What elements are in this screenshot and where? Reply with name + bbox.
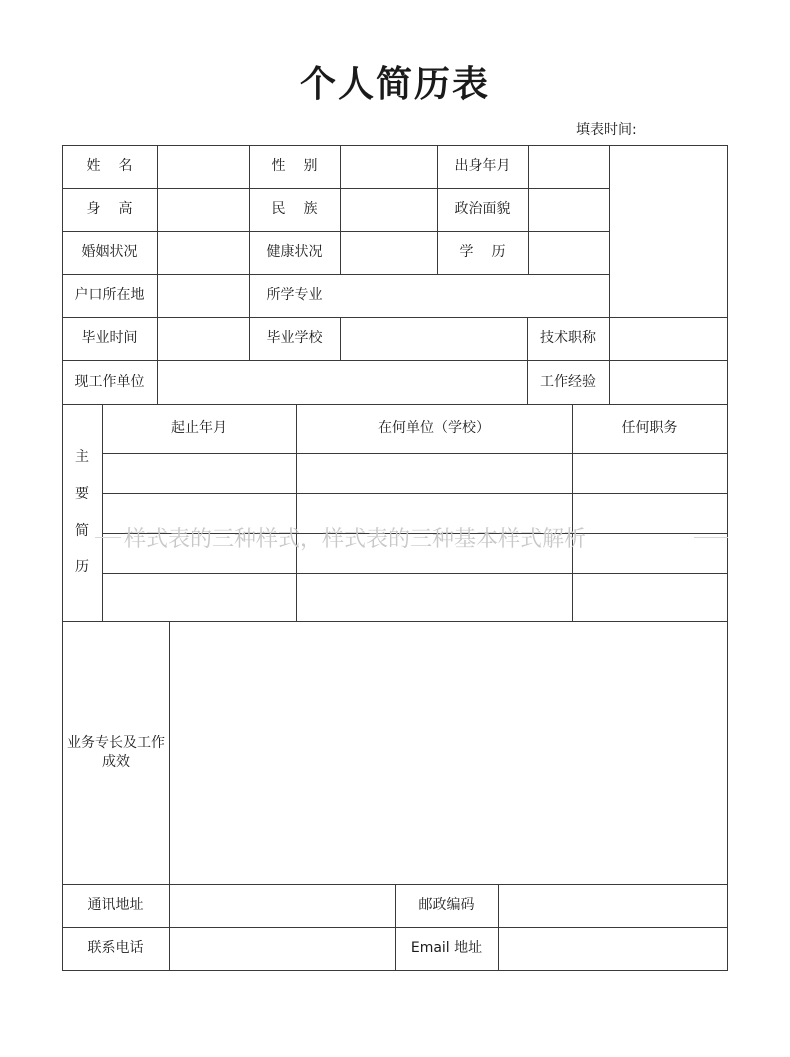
grid-line [102,493,728,494]
label-phone: 联系电话 [87,940,144,957]
label-resume-section [62,404,102,621]
expertise-textarea[interactable] [170,622,727,884]
tech-title-input[interactable] [610,318,727,360]
label-postcode: 邮政编码 [418,897,475,914]
label-health: 健康状况 [266,244,323,261]
grid-line [102,453,728,454]
education-input[interactable] [529,232,609,274]
resume-char: 要 [75,485,89,502]
health-input[interactable] [341,232,437,274]
watermark [0,518,790,558]
email-input[interactable] [499,928,727,970]
marital-input[interactable] [158,232,249,274]
label-address: 通讯地址 [87,897,144,914]
resume-char: 简 [75,522,89,539]
grad-school-input[interactable] [341,318,527,360]
birth-input[interactable] [529,146,609,188]
grid-line [102,573,728,574]
grad-time-input[interactable] [158,318,249,360]
label-expertise: 业务专长及工作成效 [67,734,165,770]
label-gender: 性别 [271,158,336,175]
politics-input[interactable] [529,189,609,231]
label-marital: 婚姻状况 [81,244,138,261]
label-ethnicity: 民族 [271,201,336,218]
height-input[interactable] [158,189,249,231]
work-experience-input[interactable] [610,361,727,404]
label-tech-title: 技术职称 [540,330,596,347]
address-input[interactable] [170,885,395,927]
label-current-employer: 现工作单位 [74,373,145,390]
postcode-input[interactable] [499,885,727,927]
photo-area[interactable] [610,146,727,317]
page-title: 个人简历表 [299,64,490,105]
current-employer-input[interactable] [158,361,527,404]
label-grad-school: 毕业学校 [266,330,323,347]
gender-input[interactable] [341,146,437,188]
header-position: 任何职务 [621,420,678,437]
label-birth: 出身年月 [454,158,511,175]
grid-line [727,145,728,971]
watermark-line [95,537,121,538]
label-major: 所学专业 [266,287,323,304]
label-work-experience: 工作经验 [540,373,596,390]
label-grad-time: 毕业时间 [81,330,138,347]
label-name: 姓名 [86,158,151,175]
label-hukou: 户口所在地 [74,287,145,304]
watermark-text: 样式表的三种样式，样式表的三种基本样式解析 [124,527,587,552]
hukou-input[interactable] [158,275,249,317]
phone-input[interactable] [170,928,395,970]
label-politics: 政治面貌 [454,201,511,218]
major-input[interactable] [341,275,609,317]
fill-time-label: 填表时间: [576,122,637,138]
name-input[interactable] [158,146,249,188]
resume-char: 历 [75,559,89,576]
ethnicity-input[interactable] [341,189,437,231]
label-height: 身高 [86,201,151,218]
watermark-line [694,537,728,538]
header-period: 起止年月 [171,420,227,437]
label-email: Email 地址 [410,940,483,957]
label-education: 学历 [459,244,524,261]
header-org: 在何单位（学校） [378,420,490,437]
resume-char: 主 [75,448,89,465]
